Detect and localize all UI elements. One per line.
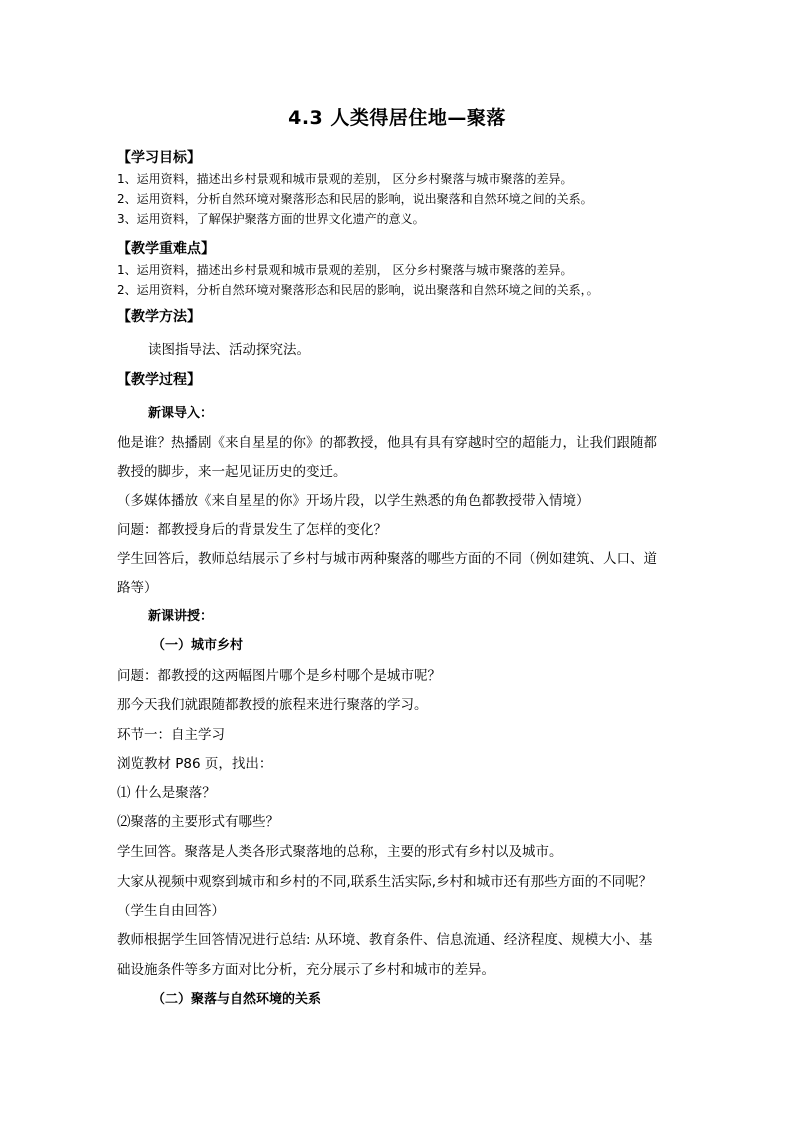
part1-line-3: 环节一：自主学习 bbox=[117, 727, 225, 743]
intro-line-2: 教授的脚步，来一起见证历史的变迁。 bbox=[117, 464, 347, 480]
intro-line-3: （多媒体播放《来自星星的你》开场片段，以学生熟悉的角色都教授带入情境） bbox=[117, 493, 590, 509]
key-point-item-1: 1、运用资料，描述出乡村景观和城市景观的差别， 区分乡村聚落与城市聚落的差异。 bbox=[117, 263, 573, 277]
objective-item-3: 3、运用资料，了解保护聚落方面的世界文化遗产的意义。 bbox=[117, 212, 425, 226]
intro-line-6: 路等） bbox=[117, 580, 158, 596]
process-heading: 【教学过程】 bbox=[117, 372, 201, 388]
part1-line-5: ⑴ 什么是聚落？ bbox=[117, 785, 216, 801]
part1-line-8: 大家从视频中观察到城市和乡村的不同,联系生活实际,乡村和城市还有那些方面的不同呢？ bbox=[117, 874, 653, 890]
key-point-item-2: 2、运用资料，分析自然环境对聚落形态和民居的影响，说出聚落和自然环境之间的关系，。 bbox=[117, 283, 599, 297]
methods-heading: 【教学方法】 bbox=[117, 309, 201, 325]
methods-text: 读图指导法、活动探究法。 bbox=[148, 342, 310, 358]
part1-label: （一）城市乡村 bbox=[152, 638, 244, 653]
intro-line-5: 学生回答后，教师总结展示了乡村与城市两种聚落的哪些方面的不同（例如建筑、人口、道 bbox=[117, 551, 657, 567]
key-points-heading: 【教学重难点】 bbox=[117, 241, 215, 257]
part1-line-2: 那今天我们就跟随都教授的旅程来进行聚落的学习。 bbox=[117, 697, 428, 713]
part1-line-4: 浏览教材 P86 页，找出： bbox=[117, 756, 273, 772]
intro-line-4: 问题：都教授身后的背景发生了怎样的变化？ bbox=[117, 522, 387, 538]
part1-line-7: 学生回答。聚落是人类各形式聚落地的总称，主要的形式有乡村以及城市。 bbox=[117, 844, 563, 860]
objective-item-1: 1、运用资料，描述出乡村景观和城市景观的差别， 区分乡村聚落与城市聚落的差异。 bbox=[117, 172, 573, 186]
part2-label: （二）聚落与自然环境的关系 bbox=[152, 992, 322, 1007]
objective-item-2: 2、运用资料，分析自然环境对聚落形态和民居的影响，说出聚落和自然环境之间的关系。 bbox=[117, 192, 593, 206]
objectives-heading: 【学习目标】 bbox=[117, 150, 201, 166]
page-title: 4.3 人类得居住地—聚落 bbox=[288, 107, 506, 129]
intro-label: 新课导入： bbox=[148, 406, 214, 421]
part1-line-10: 教师根据学生回答情况进行总结: 从环境、教育条件、信息流通、经济程度、规模大小、基 bbox=[117, 932, 653, 948]
part1-line-6: ⑵聚落的主要形式有哪些？ bbox=[117, 814, 279, 830]
part1-line-9: （学生自由回答） bbox=[117, 903, 225, 919]
intro-line-1: 他是谁？热播剧《来自星星的你》的都教授，他具有具有穿越时空的超能力，让我们跟随都 bbox=[117, 435, 657, 451]
part1-line-11: 础设施条件等多方面对比分析，充分展示了乡村和城市的差异。 bbox=[117, 962, 495, 978]
part1-line-1: 问题：都教授的这两幅图片哪个是乡村哪个是城市呢？ bbox=[117, 668, 441, 684]
lecture-label: 新课讲授： bbox=[148, 609, 214, 624]
